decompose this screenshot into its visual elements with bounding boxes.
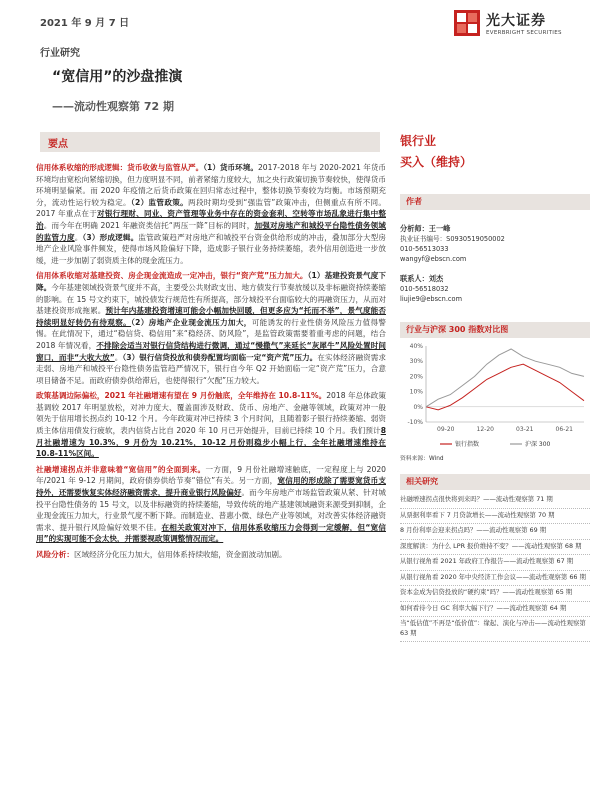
p1-u1: 对银行理财、同业、资产管理等业务中存在的资金套利、空转等市场乱象进行集中整治 [36,209,386,230]
logo-english: EVERBRIGHT SECURITIES [486,30,562,36]
main-content [36,162,386,561]
paragraph-2 [36,270,386,386]
p3-lead: 政策基调边际偏松，2021 年社融增速有望在 9 月份触底，全年维持在 10.8-11%。 [36,391,327,401]
p4-t1: 一方面，9 月份社融增速触底，一定程度上与 2020 年/2021 年 9-12 月期间，政府债券供给节奏“错位”有关。另一方面， [36,464,386,486]
series-line-bank-index [426,364,584,410]
p2-t1: 今年基建领域投资景气度并不高，主要受公共财政支出、地方债发行节奏放缓以及非标融资持续萎缩的影响。在 15 号文约束下，城投债发行规范性 [36,282,386,304]
p3-u1: 8 月社融增速为 10.3%，9 月份为 10.21%，10-12 月份则稳步小幅上行，全年社融增速维持在 10.8-11%区间。 [36,426,386,459]
paragraph-1 [36,162,386,266]
x-tick-label: 09-20 [437,426,455,433]
p1-s1: （1）货币环境。 [203,163,258,172]
report-date: 2021 年 9 月 7 日 [40,18,130,29]
y-tick-label: -10% [407,419,423,426]
legend-label: 沪深 300 [525,441,551,448]
risk-lead: 风险分析： [36,550,74,559]
p1-t1: 2017-2018 年与 2020-2021 年货币环境均由宽松向紧缩切换，但力度明显不同，前者紧缩力度较大，加之央行政策切换节奏较快，使得货币环境明显偏紧。而 2020 年疫情之后货币政策在回归常态过程中，整体切换节奏较为均衡。市场预期充分，流动性运行较为稳定。 [36,163,387,207]
p2-s1: （1）基建投资景气度下降。 [36,271,387,292]
p2-t1b: 有所提高，部分城投平台面临较大的再融资压力，从而对基建投资形成拖累。 [36,294,386,316]
analyst-1-tel: 010-56513033 [400,245,449,253]
related-item[interactable]: 社融增速拐点很快将到来吗？——流动性观察第 71 期 [400,493,590,509]
related-item[interactable]: 从银行视角看 2020 年中央经济工作会议——流动性观察第 66 期 [400,571,590,587]
related-item[interactable]: 从银行视角看 2021 年政府工作报告——流动性观察第 67 期 [400,555,590,571]
rating: 买入（维持） [400,155,473,169]
analyst-2 [400,274,590,304]
p2-s3: （3）银行信贷投放和债券配置均面临一定“资产荒”压力。 [122,352,318,362]
related-item[interactable]: 深度解读：为什么 LPR 报价维持不变？——流动性观察第 68 期 [400,540,590,556]
p1-t5: 监管政策趋严对房地产和城投平台资金供给形成的冲击，叠加部分大型房地产企业风险事件频发，使得市场风险偏好下降，造成影子银行业务持续萎缩，表外信用创造进一步放缓，进一步加剧了弱资质主体的现金流压力。 [36,232,387,265]
p1-u2: 加强对房地产和城投平台隐性债务领域的监管力度 [36,220,387,242]
analyst-2-email[interactable]: liujie9@ebscn.com [400,295,463,303]
logo-chinese: 光大证券 [486,13,546,29]
chart-source: 资料来源：Wind [400,456,444,462]
y-tick-label: 40% [409,343,423,350]
p2-lead: 信用体系收缩对基建投资、房企现金流造成一定冲击，银行“资产荒”压力加大。 [36,271,308,281]
x-tick-label: 12-20 [476,426,494,433]
key-points-label: 要点 [48,139,68,150]
related-item[interactable]: 8 月份利率会迎来拐点吗？——流动性观察第 69 期 [400,524,590,540]
p1-t2: 两段时期均受到“强监管”政策冲击，但侧重点有所不同。2017 年重点在于 [36,197,387,219]
p2-t4: 在实体经济融资需求走弱、房地产和城投平台隐性债务监管趋严情况下，银行自今年 Q2 开始面临一定“资产荒”压力，合意项目储备不足。而政府债券供给滞后，也使得银行“欠配”压力较大。 [36,352,387,385]
related-header: 相关研究 [400,474,590,490]
page-subtitle: ——流动性观察第 72 期 [52,100,174,113]
p2-u1: 预计年内基建投资增速可能会小幅加快回暖，但更多应为“托而不举”，景气度能否持续明显好转仍有待观察。 [36,306,387,327]
p2-t2: 可能诱发的行业性债务风险压力值得警惕。在此情况下，通过“稳信贷、稳信用”来“稳经济、防风险”，是监管政策需要着重考虑的问题，结合 2018 年情况看， [36,317,387,350]
p4-lead: 社融增速拐点并非意味着“宽信用”的全面到来。 [36,464,206,474]
analyst-1-name: 分析师：王一峰 [400,224,451,233]
related-item[interactable]: 资本金成为信贷投放的“硬约束”吗？——流动性观察第 65 期 [400,586,590,602]
y-tick-label: 0% [413,403,423,411]
paragraph-4 [36,464,386,545]
paragraph-3 [36,390,386,460]
p3-t1: 2018 年总体政策基调较 2017 年明显放松，对冲力度大、覆盖面涉及财政、货币、房地产、金融等领域，政策对冲一般领先于信用增长拐点约 10-12 个月。今年政策对冲已持续 3 个月时间，且随着影子银行持续萎缩、弱资质主体信用债发行疲软，表内信贷占比自 2020 年 10 月已开始提升，目前已持续 10 个月。我们预计 [36,391,386,436]
p4-t2: 。而今年房地产市场监管政策从紧、针对城投平台隐性债务的 15 号文，以及非标融资的持续萎缩，导致传统的地产基建领域融资来源受到抑制，企业现金流压力加大，行业景气度不断下降。而制造业、普惠小微、绿色产业等领域，对改善实体经济融资需求、提升银行风险偏好效果不佳。 [36,488,387,532]
p4-u2: 在相关政策对冲下，信用体系收缩压力会得到一定缓解，但“宽信用”的实现可能不会太快，并需要视政策调整情况而定。 [36,522,386,544]
industry-name: 银行业 [400,134,437,148]
sidebar [400,132,590,642]
related-item[interactable]: 从票据利率看下 7 月贷款增长——流动性观察第 70 期 [400,509,590,525]
p2-t3: 。 [114,352,123,362]
risk-paragraph [36,549,386,561]
related-item[interactable]: 当“低估值”不再是“低价值”：缘起、演化与冲击——流动性观察第 63 期 [400,617,590,642]
analyst-2-tel: 010-56518032 [400,285,449,293]
related-list [400,493,590,642]
analyst-1-cert: 执业证书编号：S0930519050002 [400,235,505,243]
key-points-bar [40,132,380,152]
company-logo [454,6,594,40]
page-title: “宽信用”的沙盘推演 [52,69,183,85]
analyst-2-name: 联系人：刘杰 [400,274,444,283]
p4-u1: 宽信用的形成除了需要宽货币支持外，还需要恢复实体经济融资需求，提升商业银行风险偏好 [36,476,386,498]
x-tick-label: 06-21 [555,426,573,433]
p2-s2: （2）房地产企业现金流压力加大， [131,317,252,327]
everbright-logo-icon [454,10,480,36]
report-category: 行业研究 [40,48,80,59]
series-line-csi300 [426,349,584,407]
risk-text: 区域经济分化压力加大，信用体系持续收缩，资金面波动加剧。 [73,550,287,559]
author-header: 作者 [400,194,590,210]
chart-header: 行业与沪深 300 指数对比图 [400,322,590,338]
p2-u2: 不排除会适当对银行信贷结构进行微调，通过“慢撒气”来延长“灰犀牛”风险处置时间窗口，而非“大收大放” [36,340,386,362]
p1-s3: （3）形成逻辑。 [82,232,139,242]
y-tick-label: 10% [409,388,423,396]
p1-t4: 。 [74,232,83,242]
p1-s2: （2）监管政策。 [130,197,189,207]
chart-svg [400,338,590,454]
analyst-1 [400,224,590,264]
legend-label: 银行指数 [455,441,480,448]
p1-t3: 。而今年在明确 2021 年融资类信托“两压一降”目标的同时， [43,220,255,230]
y-tick-label: 30% [409,358,423,366]
comparison-chart [400,338,590,454]
related-item[interactable]: 如何看待今日 GC 利率大幅下行？——流动性观察第 64 期 [400,602,590,618]
x-tick-label: 03-21 [516,426,534,433]
analyst-1-email[interactable]: wangyf@ebscn.com [400,255,467,263]
p1-lead: 信用体系收缩的形成逻辑：货币收敛与监管从严。 [36,163,204,172]
y-tick-label: 20% [409,373,423,381]
